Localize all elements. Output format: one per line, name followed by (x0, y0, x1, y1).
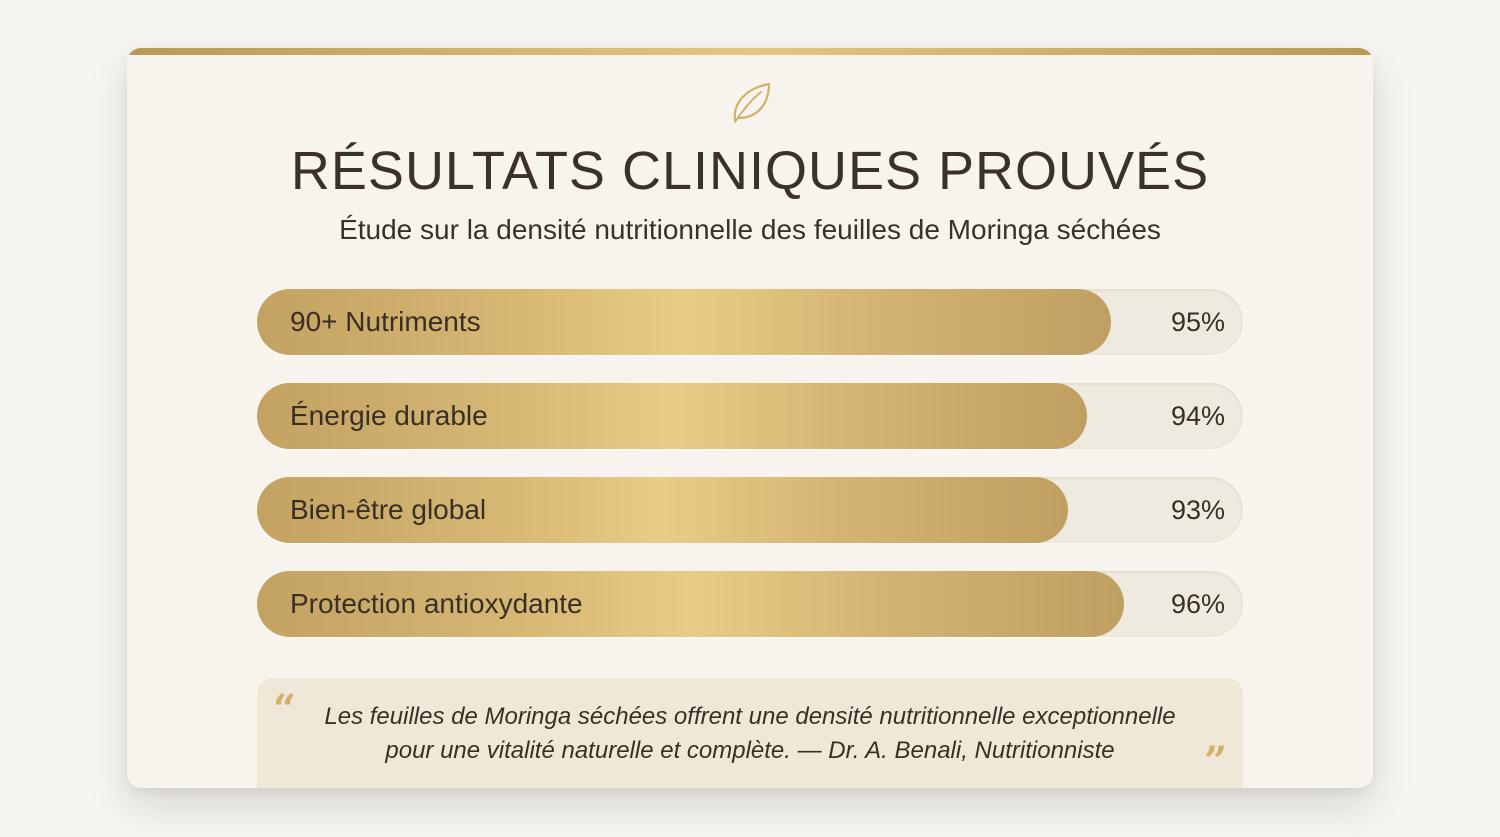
result-bar-energie (257, 383, 1243, 449)
testimonial-quote (257, 678, 1243, 788)
result-bar-antioxydante (257, 571, 1243, 637)
quote-text (297, 700, 1203, 768)
quote-line-2: pour une vitalité naturelle et complète. — Dr. A. Benali, Nutritionniste (385, 737, 1115, 764)
bar-value: 95% (1170, 307, 1225, 337)
bar-value: 96% (1170, 589, 1225, 619)
results-bars (257, 289, 1243, 665)
result-bar-bien-etre (257, 477, 1243, 543)
page-subtitle: Étude sur la densité nutritionnelle des feuilles de Moringa séchées (339, 214, 1161, 245)
bar-label: Protection antioxydante (290, 588, 583, 619)
bar-label: Bien-être global (290, 494, 487, 525)
page-title: RÉSULTATS CLINIQUES PROUVÉS (290, 141, 1210, 201)
top-gold-rule (127, 48, 1373, 55)
open-quote-icon: “ (273, 686, 297, 733)
close-quote-icon: ” (1203, 738, 1227, 785)
results-card (127, 48, 1373, 788)
bar-label: 90+ Nutriments (290, 306, 481, 337)
quote-line-1: Les feuilles de Moringa séchées offrent une densité nutritionnelle exceptionnelle (324, 703, 1176, 730)
result-bar-nutriments (257, 289, 1243, 355)
bar-value: 93% (1170, 495, 1225, 525)
bar-label: Énergie durable (290, 400, 488, 431)
leaf-icon (729, 80, 773, 126)
bar-value: 94% (1170, 401, 1225, 431)
